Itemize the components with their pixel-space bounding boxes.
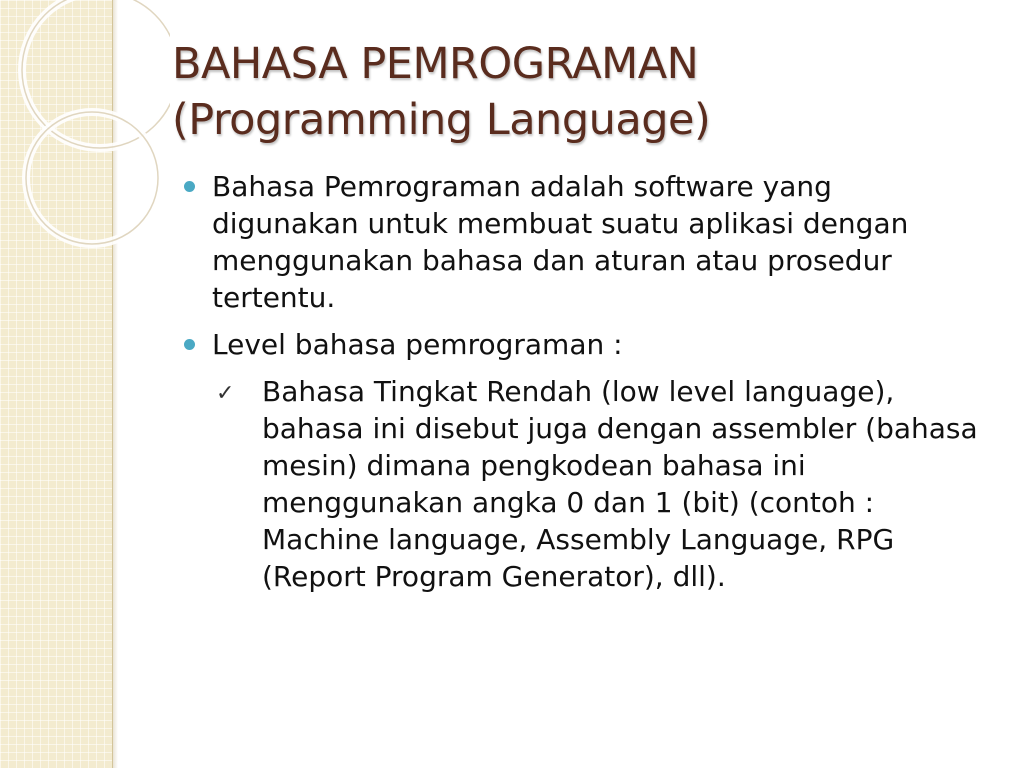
title-line-1: BAHASA PEMROGRAMAN — [172, 39, 699, 89]
check-icon: ✓ — [216, 381, 235, 406]
bullet-text: Level bahasa pemrograman : — [212, 328, 623, 361]
title-line-2: (Programming Language) — [172, 95, 711, 145]
bullet-text: Bahasa Pemrograman adalah software yang digunakan untuk membuat suatu aplikasi dengan menggunakan bahasa dan aturan atau prosedur tertentu. — [212, 170, 909, 314]
bullet-item — [184, 168, 984, 316]
slide-content — [184, 168, 984, 595]
sub-bullet-text: Bahasa Tingkat Rendah (low level language), bahasa ini disebut juga dengan assembler (bahasa mesin) dimana pengkodean bahasa ini menggunakan angka 0 dan 1 (bit) (contoh : Machine language, Assembly Language, RPG (Report Program Generator), dll). — [262, 375, 978, 593]
bullet-dot-icon — [184, 339, 195, 350]
bullet-item — [184, 326, 984, 363]
decorative-rings — [0, 0, 170, 260]
bullet-dot-icon — [184, 181, 195, 192]
slide-title — [172, 36, 992, 148]
sub-bullet-item — [212, 373, 984, 595]
